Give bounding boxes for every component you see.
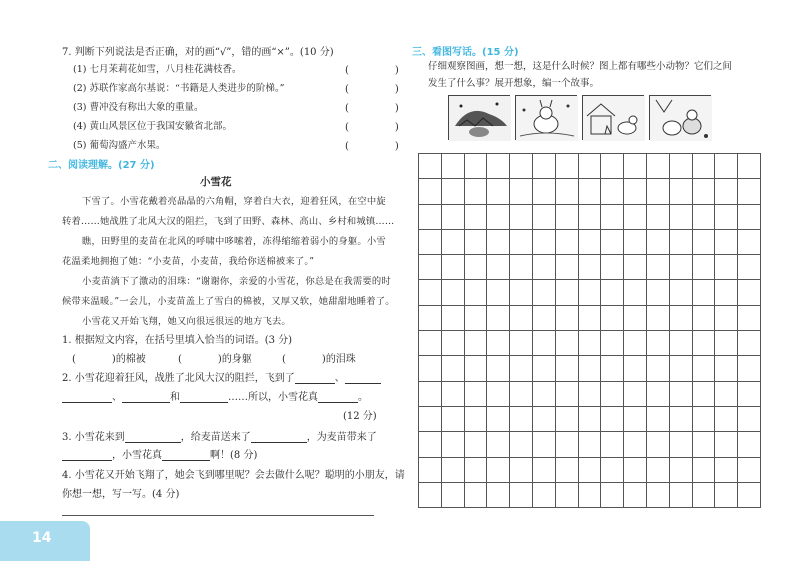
grid-cell[interactable] xyxy=(555,255,578,280)
grid-cell[interactable] xyxy=(646,204,669,229)
grid-cell[interactable] xyxy=(715,482,738,507)
grid-cell[interactable] xyxy=(555,432,578,457)
grid-cell[interactable] xyxy=(555,305,578,330)
judgment-item-2: (2) 苏联作家高尔基说：“书籍是人类进步的阶梯。” xyxy=(73,83,285,94)
judgment-item-3: (3) 曹冲没有称出大象的重量。 xyxy=(73,102,204,113)
grid-cell[interactable] xyxy=(624,255,647,280)
grid-row xyxy=(419,179,761,204)
grid-cell[interactable] xyxy=(738,204,761,229)
grid-cell[interactable] xyxy=(601,305,624,330)
grid-cell[interactable] xyxy=(464,432,487,457)
grid-cell[interactable] xyxy=(738,356,761,381)
grid-cell[interactable] xyxy=(715,305,738,330)
grid-cell[interactable] xyxy=(532,229,555,254)
grid-cell[interactable] xyxy=(441,482,464,507)
q3-blank-4[interactable] xyxy=(162,450,210,461)
grid-cell[interactable] xyxy=(715,331,738,356)
writing-prompt-line-1: 仔细观察图画，想一想，这是什么时候？图上都有哪些小动物？它们之间 xyxy=(428,61,733,72)
grid-cell[interactable] xyxy=(692,381,715,406)
grid-cell[interactable] xyxy=(532,179,555,204)
grid-cell[interactable] xyxy=(692,331,715,356)
grid-cell[interactable] xyxy=(441,179,464,204)
q1-fill-a[interactable]: ( )的棉被 xyxy=(72,354,146,365)
grid-cell[interactable] xyxy=(692,482,715,507)
grid-cell[interactable] xyxy=(464,305,487,330)
grid-cell[interactable] xyxy=(624,204,647,229)
grid-cell[interactable] xyxy=(715,179,738,204)
story-line-1: 下雪了。小雪花戴着亮晶晶的六角帽，穿着白大衣，迎着狂风，在空中旋 xyxy=(82,196,386,207)
grid-cell[interactable] xyxy=(419,381,442,406)
grid-cell[interactable] xyxy=(441,229,464,254)
grid-row xyxy=(419,305,761,330)
grid-cell[interactable] xyxy=(669,457,692,482)
grid-cell[interactable] xyxy=(646,432,669,457)
grid-cell[interactable] xyxy=(532,154,555,179)
grid-cell[interactable] xyxy=(555,356,578,381)
grid-cell[interactable] xyxy=(555,280,578,305)
grid-cell[interactable] xyxy=(487,381,510,406)
answer-bracket-1[interactable]: ( ) xyxy=(345,65,417,76)
grid-cell[interactable] xyxy=(441,255,464,280)
grid-cell[interactable] xyxy=(669,356,692,381)
grid-cell[interactable] xyxy=(646,255,669,280)
grid-cell[interactable] xyxy=(578,457,601,482)
grid-cell[interactable] xyxy=(669,179,692,204)
grid-cell[interactable] xyxy=(441,204,464,229)
grid-cell[interactable] xyxy=(487,154,510,179)
grid-cell[interactable] xyxy=(441,406,464,431)
story-line-7: 小雪花又开始飞翔，她又向很远很远的地方飞去。 xyxy=(82,316,291,327)
judgment-item-4: (4) 黄山风景区位于我国安徽省北部。 xyxy=(73,121,232,132)
grid-row xyxy=(419,280,761,305)
grid-cell[interactable] xyxy=(419,482,442,507)
grid-cell[interactable] xyxy=(669,331,692,356)
grid-cell[interactable] xyxy=(464,381,487,406)
grid-row xyxy=(419,457,761,482)
grid-cell[interactable] xyxy=(578,305,601,330)
grid-cell[interactable] xyxy=(510,179,533,204)
grid-cell[interactable] xyxy=(692,179,715,204)
grid-cell[interactable] xyxy=(532,305,555,330)
grid-cell[interactable] xyxy=(441,280,464,305)
grid-cell[interactable] xyxy=(624,457,647,482)
grid-cell[interactable] xyxy=(624,406,647,431)
grid-cell[interactable] xyxy=(578,179,601,204)
grid-cell[interactable] xyxy=(555,179,578,204)
grid-cell[interactable] xyxy=(669,229,692,254)
grid-cell[interactable] xyxy=(510,204,533,229)
grid-cell[interactable] xyxy=(669,255,692,280)
grid-cell[interactable] xyxy=(532,482,555,507)
answer-bracket-5[interactable]: ( ) xyxy=(345,141,417,152)
grid-cell[interactable] xyxy=(464,406,487,431)
q2-blank-3[interactable] xyxy=(62,392,112,403)
grid-cell[interactable] xyxy=(738,255,761,280)
grid-row xyxy=(419,255,761,280)
grid-cell[interactable] xyxy=(464,179,487,204)
grid-cell[interactable] xyxy=(487,305,510,330)
grid-cell[interactable] xyxy=(532,255,555,280)
grid-cell[interactable] xyxy=(532,331,555,356)
grid-row xyxy=(419,482,761,507)
question-2-line1: 2. 小雪花迎着狂风，战胜了北风大汉的阻拦，飞到了 、 xyxy=(62,369,381,384)
grid-cell[interactable] xyxy=(510,154,533,179)
q3-blank-1[interactable] xyxy=(125,432,181,443)
grid-cell[interactable] xyxy=(646,331,669,356)
grid-cell[interactable] xyxy=(464,356,487,381)
grid-cell[interactable] xyxy=(738,280,761,305)
grid-cell[interactable] xyxy=(692,204,715,229)
grid-cell[interactable] xyxy=(441,154,464,179)
grid-cell[interactable] xyxy=(646,457,669,482)
story-line-2: 转着……她战胜了北风大汉的阻拦，飞到了田野、森林、高山、乡村和城镇…… xyxy=(62,216,395,227)
grid-cell[interactable] xyxy=(510,482,533,507)
grid-row xyxy=(419,154,761,179)
grid-cell[interactable] xyxy=(601,255,624,280)
grid-cell[interactable] xyxy=(624,179,647,204)
writing-prompt-line-2: 发生了什么事？展开想象，编一个故事。 xyxy=(428,78,600,89)
writing-grid[interactable] xyxy=(418,153,761,508)
grid-cell[interactable] xyxy=(464,229,487,254)
grid-row xyxy=(419,432,761,457)
grid-cell[interactable] xyxy=(646,179,669,204)
grid-cell[interactable] xyxy=(646,356,669,381)
q3-blank-2[interactable] xyxy=(251,432,307,443)
grid-cell[interactable] xyxy=(555,457,578,482)
grid-cell[interactable] xyxy=(487,406,510,431)
question-3-line1: 3. 小雪花来到 ，给麦苗送来了 ，为麦苗带来了 xyxy=(62,432,377,443)
grid-cell[interactable] xyxy=(419,331,442,356)
answer-line[interactable] xyxy=(62,515,374,516)
story-line-4: 花温柔地拥抱了她：“小麦苗，小麦苗，我给你送棉被来了。” xyxy=(62,256,315,267)
grid-cell[interactable] xyxy=(738,331,761,356)
grid-cell[interactable] xyxy=(715,280,738,305)
grid-cell[interactable] xyxy=(738,406,761,431)
grid-cell[interactable] xyxy=(510,381,533,406)
question-4-line2: 你想一想，写一写。(4 分) xyxy=(62,489,180,500)
grid-cell[interactable] xyxy=(487,280,510,305)
grid-cell[interactable] xyxy=(419,229,442,254)
grid-cell[interactable] xyxy=(578,229,601,254)
grid-cell[interactable] xyxy=(578,381,601,406)
page-number: 14 xyxy=(32,530,52,546)
question-2-line2: 、 和 ……所以，小雪花真 。 xyxy=(62,388,368,403)
grid-cell[interactable] xyxy=(646,154,669,179)
grid-cell[interactable] xyxy=(601,229,624,254)
grid-cell[interactable] xyxy=(601,406,624,431)
grid-cell[interactable] xyxy=(692,406,715,431)
grid-cell[interactable] xyxy=(692,457,715,482)
story-title: 小雪花 xyxy=(200,176,232,188)
q2-blank-5[interactable] xyxy=(180,392,228,403)
grid-cell[interactable] xyxy=(738,381,761,406)
grid-cell[interactable] xyxy=(419,305,442,330)
grid-cell[interactable] xyxy=(692,356,715,381)
grid-cell[interactable] xyxy=(692,154,715,179)
grid-cell[interactable] xyxy=(555,204,578,229)
question-3-line2: ，小雪花真 啊！(8 分) xyxy=(62,446,257,461)
grid-cell[interactable] xyxy=(555,229,578,254)
q2-blank-1[interactable] xyxy=(295,373,335,384)
grid-cell[interactable] xyxy=(738,482,761,507)
q2-score: (12 分) xyxy=(343,411,377,422)
grid-cell[interactable] xyxy=(715,229,738,254)
grid-cell[interactable] xyxy=(624,381,647,406)
grid-cell[interactable] xyxy=(578,482,601,507)
picture-writing-title: 三、看图写话。(15 分) xyxy=(412,47,519,58)
grid-cell[interactable] xyxy=(624,331,647,356)
grid-cell[interactable] xyxy=(669,305,692,330)
grid-cell[interactable] xyxy=(487,229,510,254)
grid-cell[interactable] xyxy=(669,381,692,406)
grid-cell[interactable] xyxy=(578,406,601,431)
grid-cell[interactable] xyxy=(510,457,533,482)
grid-row xyxy=(419,406,761,431)
grid-cell[interactable] xyxy=(510,356,533,381)
grid-row xyxy=(419,204,761,229)
grid-cell[interactable] xyxy=(624,482,647,507)
grid-cell[interactable] xyxy=(510,229,533,254)
grid-cell[interactable] xyxy=(464,331,487,356)
grid-cell[interactable] xyxy=(646,305,669,330)
grid-cell[interactable] xyxy=(601,356,624,381)
grid-cell[interactable] xyxy=(624,229,647,254)
grid-cell[interactable] xyxy=(692,280,715,305)
grid-cell[interactable] xyxy=(510,331,533,356)
grid-cell[interactable] xyxy=(441,457,464,482)
grid-cell[interactable] xyxy=(532,356,555,381)
grid-cell[interactable] xyxy=(715,381,738,406)
grid-cell[interactable] xyxy=(669,406,692,431)
grid-cell[interactable] xyxy=(738,154,761,179)
grid-cell[interactable] xyxy=(464,482,487,507)
grid-cell[interactable] xyxy=(715,406,738,431)
grid-cell[interactable] xyxy=(738,179,761,204)
grid-cell[interactable] xyxy=(441,432,464,457)
judgment-item-5: (5) 葡萄沟盛产水果。 xyxy=(73,140,166,151)
grid-cell[interactable] xyxy=(487,255,510,280)
grid-cell[interactable] xyxy=(441,305,464,330)
grid-cell[interactable] xyxy=(510,406,533,431)
grid-cell[interactable] xyxy=(419,356,442,381)
grid-cell[interactable] xyxy=(601,482,624,507)
grid-cell[interactable] xyxy=(669,154,692,179)
answer-bracket-3[interactable]: ( ) xyxy=(345,103,417,114)
picture-sequence xyxy=(448,95,713,141)
grid-cell[interactable] xyxy=(669,204,692,229)
q3-blank-3[interactable] xyxy=(62,450,112,461)
grid-cell[interactable] xyxy=(532,381,555,406)
judgment-item-1: (1) 七月茉莉花如雪，八月桂花满枝香。 xyxy=(73,64,242,75)
story-line-5: 小麦苗淌下了激动的泪珠：“谢谢你，亲爱的小雪花，你总是在我需要的时 xyxy=(82,276,391,287)
grid-cell[interactable] xyxy=(487,482,510,507)
grid-cell[interactable] xyxy=(692,255,715,280)
grid-cell[interactable] xyxy=(601,280,624,305)
q2-blank-6[interactable] xyxy=(318,392,358,403)
grid-cell[interactable] xyxy=(419,457,442,482)
grid-cell[interactable] xyxy=(419,179,442,204)
picture-panel-3 xyxy=(582,95,644,140)
grid-cell[interactable] xyxy=(419,204,442,229)
grid-cell[interactable] xyxy=(715,432,738,457)
picture-panel-1 xyxy=(448,95,510,140)
q2-blank-4[interactable] xyxy=(122,392,170,403)
grid-cell[interactable] xyxy=(487,457,510,482)
grid-cell[interactable] xyxy=(441,331,464,356)
grid-cell[interactable] xyxy=(692,305,715,330)
grid-cell[interactable] xyxy=(532,432,555,457)
grid-cell[interactable] xyxy=(464,457,487,482)
grid-cell[interactable] xyxy=(601,154,624,179)
grid-cell[interactable] xyxy=(692,432,715,457)
grid-cell[interactable] xyxy=(715,255,738,280)
grid-cell[interactable] xyxy=(578,356,601,381)
q1-fill-b[interactable]: ( )的身躯 xyxy=(178,354,252,365)
grid-cell[interactable] xyxy=(487,204,510,229)
grid-cell[interactable] xyxy=(555,406,578,431)
grid-cell[interactable] xyxy=(715,356,738,381)
grid-cell[interactable] xyxy=(601,204,624,229)
grid-cell[interactable] xyxy=(624,305,647,330)
grid-cell[interactable] xyxy=(487,432,510,457)
grid-cell[interactable] xyxy=(578,331,601,356)
grid-cell[interactable] xyxy=(510,305,533,330)
grid-cell[interactable] xyxy=(738,229,761,254)
grid-cell[interactable] xyxy=(510,280,533,305)
grid-cell[interactable] xyxy=(464,280,487,305)
q1-fill-c[interactable]: ( )的泪珠 xyxy=(282,354,356,365)
grid-cell[interactable] xyxy=(624,356,647,381)
grid-cell[interactable] xyxy=(669,280,692,305)
grid-cell[interactable] xyxy=(624,432,647,457)
grid-cell[interactable] xyxy=(419,154,442,179)
grid-cell[interactable] xyxy=(601,381,624,406)
grid-cell[interactable] xyxy=(646,406,669,431)
grid-cell[interactable] xyxy=(441,381,464,406)
grid-cell[interactable] xyxy=(532,280,555,305)
grid-cell[interactable] xyxy=(601,432,624,457)
grid-cell[interactable] xyxy=(669,482,692,507)
answer-bracket-4[interactable]: ( ) xyxy=(345,122,417,133)
grid-cell[interactable] xyxy=(578,432,601,457)
grid-row xyxy=(419,331,761,356)
grid-cell[interactable] xyxy=(578,204,601,229)
grid-row xyxy=(419,381,761,406)
grid-cell[interactable] xyxy=(646,381,669,406)
question-1-title: 1. 根据短文内容，在括号里填入恰当的词语。(3 分) xyxy=(62,335,293,346)
question-7-title: 7. 判断下列说法是否正确，对的画“√”，错的画“×”。(10 分) xyxy=(62,47,334,58)
grid-cell[interactable] xyxy=(464,204,487,229)
grid-cell[interactable] xyxy=(419,280,442,305)
grid-cell[interactable] xyxy=(441,356,464,381)
grid-cell[interactable] xyxy=(669,432,692,457)
grid-cell[interactable] xyxy=(464,255,487,280)
grid-cell[interactable] xyxy=(555,331,578,356)
picture-panel-2 xyxy=(515,95,577,140)
grid-cell[interactable] xyxy=(464,154,487,179)
q2-blank-2[interactable] xyxy=(345,373,381,384)
grid-row xyxy=(419,356,761,381)
grid-cell[interactable] xyxy=(555,154,578,179)
reading-section-title: 二、阅读理解。(27 分) xyxy=(48,160,155,171)
grid-row xyxy=(419,229,761,254)
grid-cell[interactable] xyxy=(419,255,442,280)
story-line-6: 候带来温暖。”一会儿，小麦苗盖上了雪白的棉被，又厚又软，她甜甜地睡着了。 xyxy=(62,296,395,307)
grid-cell[interactable] xyxy=(532,406,555,431)
grid-cell[interactable] xyxy=(555,381,578,406)
grid-cell[interactable] xyxy=(601,457,624,482)
grid-cell[interactable] xyxy=(738,432,761,457)
grid-cell[interactable] xyxy=(715,154,738,179)
grid-cell[interactable] xyxy=(555,482,578,507)
grid-cell[interactable] xyxy=(646,482,669,507)
grid-cell[interactable] xyxy=(738,457,761,482)
grid-cell[interactable] xyxy=(487,356,510,381)
grid-cell[interactable] xyxy=(487,331,510,356)
grid-cell[interactable] xyxy=(419,432,442,457)
grid-cell[interactable] xyxy=(646,229,669,254)
grid-cell[interactable] xyxy=(601,179,624,204)
question-4-line1: 4. 小雪花又开始飞翔了，她会飞到哪里呢？会去做什么呢？聪明的小朋友，请 xyxy=(62,470,405,481)
grid-cell[interactable] xyxy=(738,305,761,330)
grid-cell[interactable] xyxy=(578,280,601,305)
grid-cell[interactable] xyxy=(692,229,715,254)
picture-panel-4 xyxy=(649,95,711,140)
grid-cell[interactable] xyxy=(715,204,738,229)
answer-bracket-2[interactable]: ( ) xyxy=(345,84,417,95)
grid-cell[interactable] xyxy=(715,457,738,482)
grid-cell[interactable] xyxy=(487,179,510,204)
grid-cell[interactable] xyxy=(624,280,647,305)
grid-cell[interactable] xyxy=(578,154,601,179)
grid-cell[interactable] xyxy=(624,154,647,179)
grid-cell[interactable] xyxy=(601,331,624,356)
grid-cell[interactable] xyxy=(510,255,533,280)
grid-cell[interactable] xyxy=(532,457,555,482)
grid-cell[interactable] xyxy=(510,432,533,457)
grid-cell[interactable] xyxy=(646,280,669,305)
grid-cell[interactable] xyxy=(419,406,442,431)
grid-cell[interactable] xyxy=(532,204,555,229)
story-line-3: 瞧，田野里的麦苗在北风的呼啸中哆嗦着，冻得缩缩着弱小的身躯。小雪 xyxy=(82,236,386,247)
grid-cell[interactable] xyxy=(578,255,601,280)
